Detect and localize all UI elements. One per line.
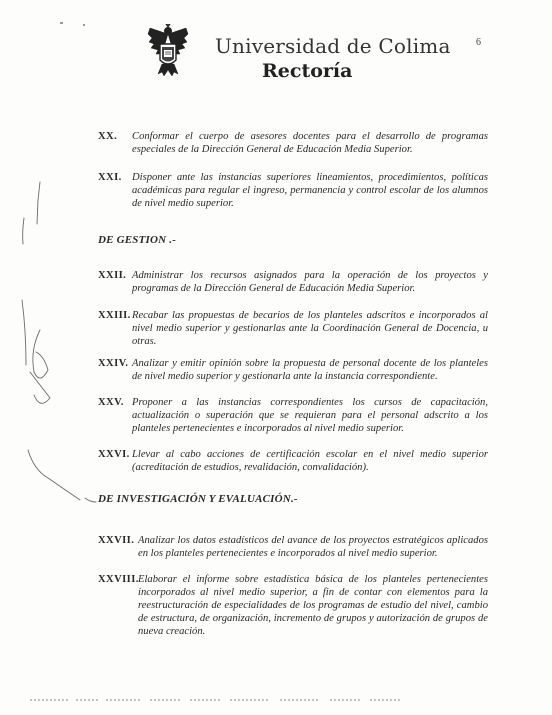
item-number: XXIV. (98, 358, 129, 369)
list-item (98, 573, 488, 638)
item-text: Analizar los datos estadísticos del avance de los proyectos estratégicos aplicados en los planteles pertenecientes e incorporados al nivel medio superior. (138, 535, 488, 559)
item-text: Analizar y emitir opinión sobre la propuesta de personal docente de los planteles de nivel medio superior y gestionarla ante la instancia correspondiente. (132, 358, 488, 382)
list-item (98, 309, 488, 348)
item-text: Proponer a las instancias correspondientes los cursos de capacitación, actualización o superación que se requieran para el personal adscrito a los planteles pertenecientes e incorporados al nivel medio superior. (132, 397, 488, 434)
item-text: Llevar al cabo acciones de certificación escolar en el nivel medio superior (acreditación de estudios, revalidación, convalidación). (132, 449, 488, 473)
item-text: Administrar los recursos asignados para la operación de los proyectos y programas de la Dirección General de Educación Media Superior. (132, 270, 488, 294)
item-number: XXIII. (98, 310, 131, 321)
item-number: XXV. (98, 397, 124, 408)
university-seal-logo (146, 24, 190, 78)
item-text: Conformar el cuerpo de asesores docentes para el desarrollo de programas especiales de la Dirección General de Educación Media Superior. (132, 131, 488, 155)
item-text: Elaborar el informe sobre estadística básica de los planteles pertenecientes incorporados al nivel medio superior, a fin de contar con elementos para la reestructuración de especialidades de los programas de estudio del nivel, cambio de estructura, de organización, incremento de grupos y autorización de grupos de nueva creación. (138, 574, 488, 637)
university-name: Universidad de Colima (215, 34, 451, 58)
scan-artifact-line (30, 698, 430, 702)
item-text: Recabar las propuestas de becarios de los planteles adscritos e incorporados al nivel medio superior y gestionarlas ante la Coordinación General de Docencia, u otras. (132, 310, 488, 347)
item-number: XX. (98, 131, 118, 142)
scan-speck (83, 24, 85, 26)
item-number: XXI. (98, 172, 122, 183)
list-item (98, 396, 488, 435)
list-item (98, 130, 488, 156)
section-heading: DE INVESTIGACIÓN Y EVALUACIÓN.- (98, 493, 298, 505)
item-text: Disponer ante las instancias superiores lineamientos, procedimientos, políticas académicas para regular el ingreso, permanencia y control escolar de los alumnos de nivel medio superior. (132, 172, 488, 209)
item-number: XXII. (98, 270, 127, 281)
list-item (98, 171, 488, 210)
list-item (98, 534, 488, 560)
item-number: XXVII. (98, 535, 135, 546)
list-item (98, 357, 488, 383)
list-item (98, 448, 488, 474)
section-heading: DE GESTION .- (98, 234, 177, 246)
scan-speck (60, 22, 63, 24)
page-number: 6 (476, 37, 481, 48)
item-number: XXVI. (98, 449, 130, 460)
item-number: XXVIII. (98, 574, 139, 585)
office-title: Rectoría (262, 60, 353, 82)
list-item (98, 269, 488, 295)
